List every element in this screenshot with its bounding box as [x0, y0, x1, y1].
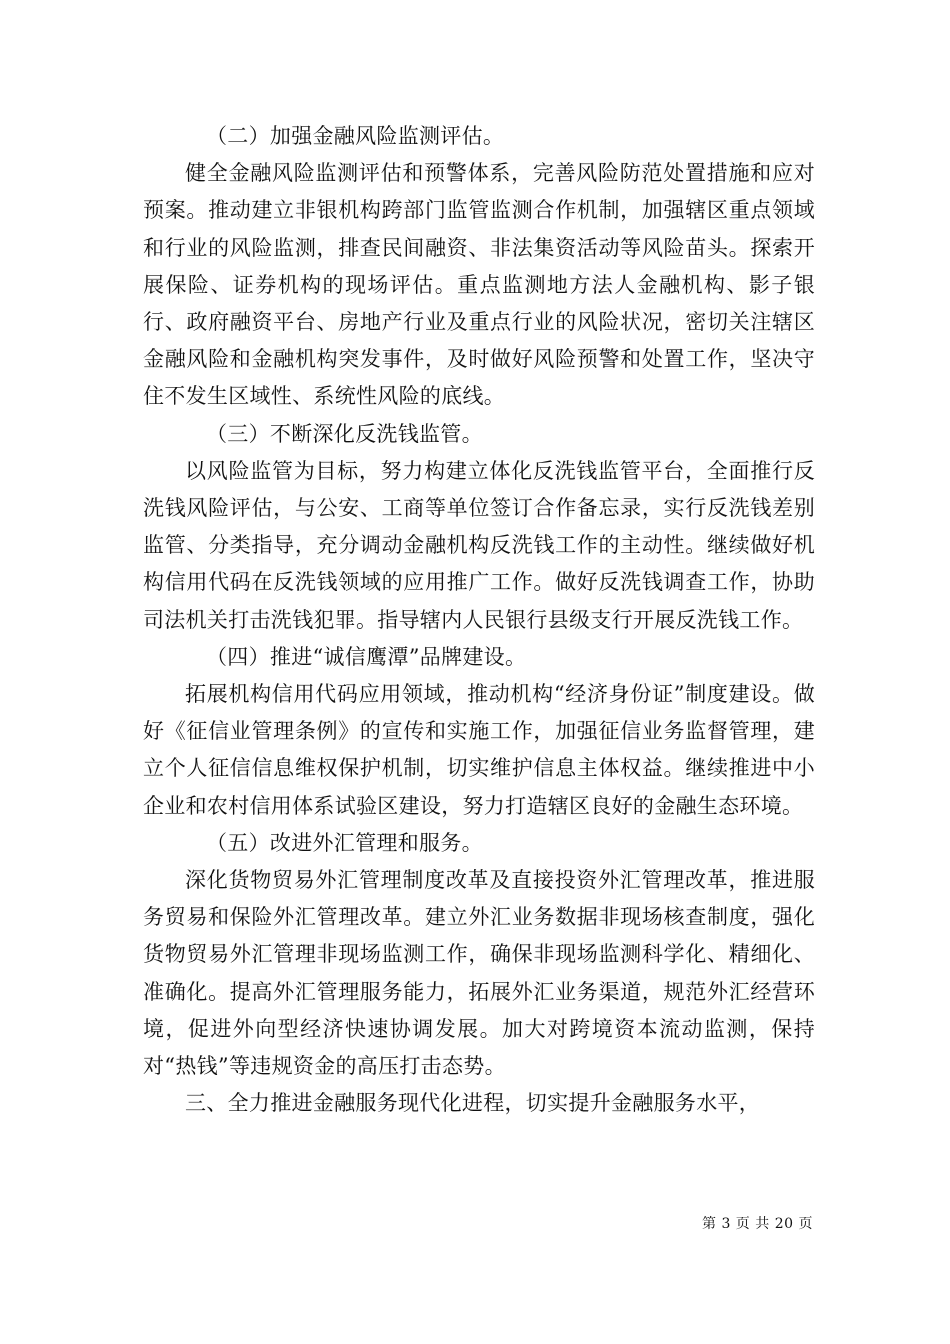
paragraph-foreign-exchange: 深化货物贸易外汇管理制度改革及直接投资外汇管理改革，推进服务贸易和保险外汇管理改革。建立外汇业务数据非现场核查制度，强化货物贸易外汇管理非现场监测工作，确保非现场监测科学化、精细化、准确化。提高外汇管理服务能力，拓展外汇业务渠道，规范外汇经营环境，促进外向型经济快速协调发展。加大对跨境资本流动监测，保持对“热钱”等违规资金的高压打击态势。: [143, 868, 815, 1079]
section-heading-3: （三）不断深化反洗钱监管。: [206, 421, 483, 446]
section-heading-4: （四）推进“诚信鹰潭”品牌建设。: [206, 644, 527, 669]
page-number-footer: 第 3 页 共 20 页: [702, 1216, 813, 1232]
paragraph-credit-brand: 拓展机构信用代码应用领域，推动机构“经济身份证”制度建设。做好《征信业管理条例》的宣传和实施工作，加强征信业务监督管理，建立个人征信信息维权保护机制，切实维护信息主体权益。继续推进中小企业和农村信用体系试验区建设，努力打造辖区良好的金融生态环境。: [143, 682, 815, 818]
section-heading-5: （五）改进外汇管理和服务。: [206, 830, 483, 855]
section-heading-2: （二）加强金融风险监测评估。: [206, 124, 505, 148]
paragraph-risk-monitoring: 健全金融风险监测评估和预警体系，完善风险防范处置措施和应对预案。推动建立非银机构跨部门监管监测合作机制，加强辖区重点领域和行业的风险监测，排查民间融资、非法集资活动等风险苗头。探索开展保险、证券机构的现场评估。重点监测地方法人金融机构、影子银行、政府融资平台、房地产行业及重点行业的风险状况，密切关注辖区金融风险和金融机构突发事件，及时做好风险预警和处置工作，坚决守住不发生区域性、系统性风险的底线。: [143, 161, 815, 409]
paragraph-anti-money-laundering: 以风险监管为目标，努力构建立体化反洗钱监管平台，全面推行反洗钱风险评估，与公安、工商等单位签订合作备忘录，实行反洗钱差别监管、分类指导，充分调动金融机构反洗钱工作的主动性。继续做好机构信用代码在反洗钱领域的应用推广工作。做好反洗钱调查工作，协助司法机关打击洗钱犯罪。指导辖内人民银行县级支行开展反洗钱工作。: [143, 458, 815, 632]
paragraph-section-three: 三、全力推进金融服务现代化进程，切实提升金融服务水平，: [185, 1091, 761, 1116]
document-body: [143, 118, 815, 1122]
